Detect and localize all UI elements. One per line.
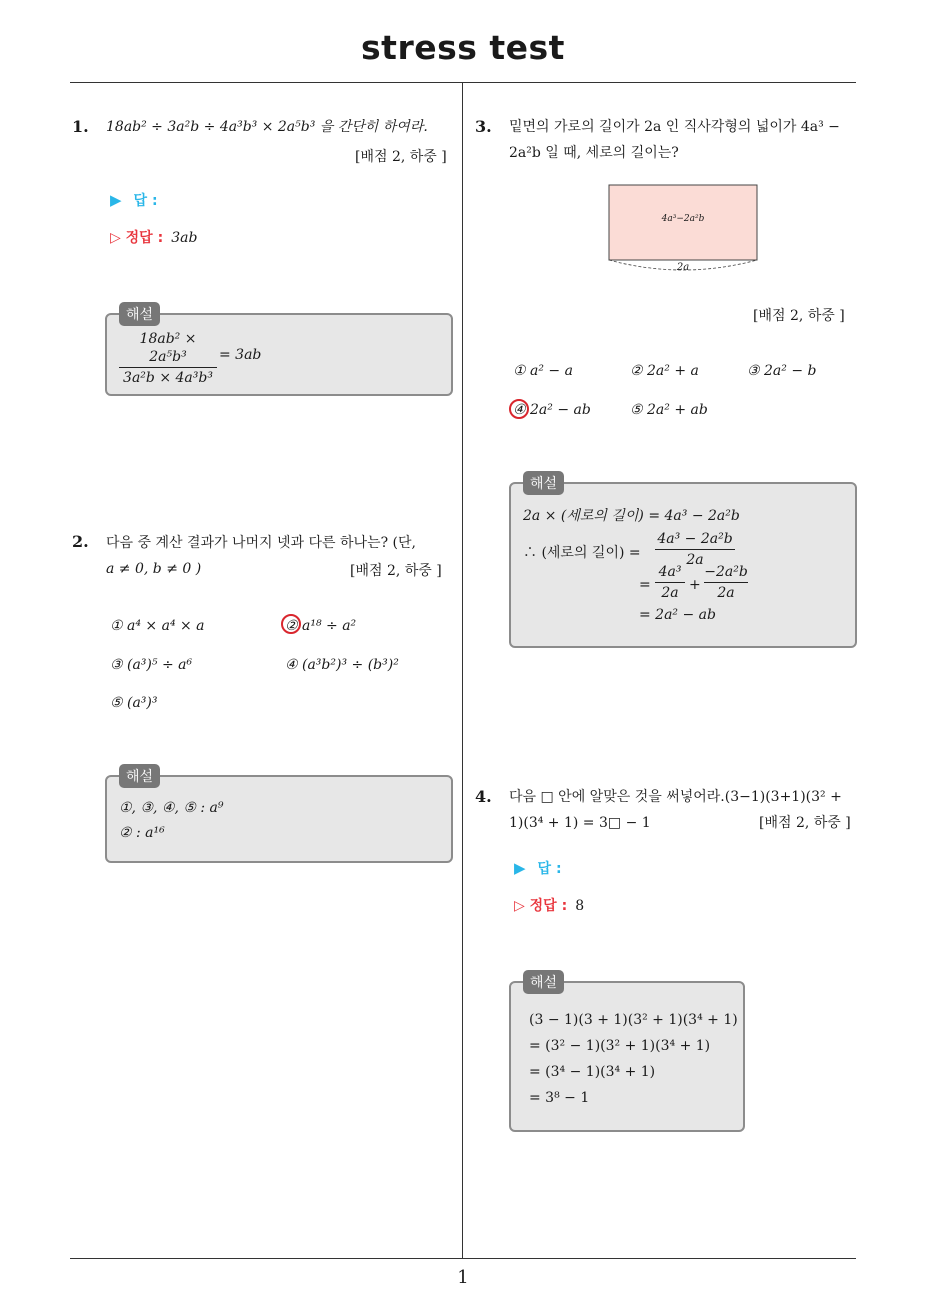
- q4-text-line1: 다음 □ 안에 알맞은 것을 써넣어라.(3−1)(3+1)(3² +: [509, 789, 842, 805]
- q4-haeseol-line3: = (3⁴ − 1)(3⁴ + 1): [529, 1064, 656, 1080]
- q1-fraction-denominator: 3a²b × 4a³b³: [123, 370, 213, 386]
- q4-haeseol-line2: = (3² − 1)(3² + 1)(3⁴ + 1): [529, 1038, 711, 1054]
- q3-figure-area-label: 4a³−2a²b: [661, 214, 705, 224]
- q3-score: [배점 2, 하중 ]: [753, 308, 845, 324]
- q1-text: 18ab² ÷ 3a²b ÷ 4a³b³ × 2a⁵b³ 을 간단히 하여라.: [106, 119, 428, 135]
- q1-score: [배점 2, 하중 ]: [355, 149, 447, 165]
- q2-haeseol-tag: 해설: [119, 764, 160, 788]
- q4-haeseol-line1: (3 − 1)(3 + 1)(3² + 1)(3⁴ + 1): [529, 1012, 738, 1028]
- q4-number: 4.: [475, 787, 492, 806]
- q4-correct-answer: ▷ 정답 : 8: [514, 898, 585, 914]
- q2-choice-5[interactable]: ⑤ (a³)³: [110, 695, 158, 711]
- q3-frac3-den: 2a: [717, 585, 735, 601]
- q1-haeseol-fraction: [119, 330, 217, 387]
- q4-correct-value: 8: [575, 898, 585, 914]
- q4-score: [배점 2, 하중 ]: [759, 815, 851, 831]
- q2-number: 2.: [72, 532, 89, 551]
- fraction-bar: [704, 582, 748, 583]
- q2-choice-1[interactable]: ① a⁴ × a⁴ × a: [110, 618, 205, 634]
- q1-correct-answer: ▷ 정답 : 3ab: [110, 230, 198, 246]
- q3-haeseol-plus: +: [689, 577, 701, 593]
- column-divider: [462, 83, 463, 1258]
- q2-haeseol-line1: ①, ③, ④, ⑤ : a⁹: [119, 800, 224, 816]
- q3-figure-width-label: 2a: [676, 262, 690, 273]
- q4-answer-label: ▶ 답 :: [514, 859, 562, 877]
- q3-choice-1[interactable]: ① a² − a: [513, 363, 573, 379]
- q3-frac2-num: 4a³: [658, 564, 682, 580]
- q3-choice-4[interactable]: ④ 2a² − ab: [513, 402, 591, 418]
- q4-text-line2: 1)(3⁴ + 1) = 3□ − 1: [509, 815, 651, 831]
- q2-text-line2: a ≠ 0, b ≠ 0 ): [106, 561, 202, 577]
- q3-selected-mark: [509, 399, 529, 419]
- q3-haeseol-tag: 해설: [523, 471, 564, 495]
- page-number: 1: [457, 1267, 469, 1288]
- q3-frac1-den: 2a: [686, 552, 704, 568]
- q3-frac2-den: 2a: [661, 585, 679, 601]
- q4-haeseol-line4: = 3⁸ − 1: [529, 1090, 590, 1106]
- q2-choice-4[interactable]: ④ (a³b²)³ ÷ (b³)²: [285, 657, 399, 673]
- fraction-bar: [119, 367, 217, 368]
- q3-haeseol-line1: 2a × (세로의 길이) = 4a³ − 2a²b: [523, 508, 740, 524]
- q3-choice-3[interactable]: ③ 2a² − b: [747, 363, 817, 379]
- q2-score: [배점 2, 하중 ]: [350, 563, 442, 579]
- answer-triangle-icon: ▶: [514, 859, 526, 877]
- answer-triangle-icon: ▶: [110, 191, 122, 209]
- q3-haeseol-fraction2: [655, 563, 685, 602]
- outline-triangle-icon: ▷: [110, 230, 121, 246]
- q1-haeseol-tag: 해설: [119, 302, 160, 326]
- q3-haeseol-eq: =: [639, 577, 651, 593]
- q3-frac3-num: −2a²b: [704, 564, 748, 580]
- outline-triangle-icon: ▷: [514, 898, 525, 914]
- q1-fraction-numerator: 18ab² × 2a⁵b³: [139, 331, 197, 365]
- q3-choice-2[interactable]: ② 2a² + a: [630, 363, 699, 379]
- q2-haeseol-line2: ② : a¹⁶: [119, 825, 165, 841]
- q3-haeseol-line2-lhs: ∴ (세로의 길이) =: [523, 545, 641, 561]
- q2-choice-2[interactable]: ② a¹⁸ ÷ a²: [285, 618, 357, 634]
- header-rule: [70, 82, 856, 83]
- q3-choice-5[interactable]: ⑤ 2a² + ab: [630, 402, 708, 418]
- q2-selected-mark: [281, 614, 301, 634]
- q1-number: 1.: [72, 117, 89, 136]
- footer-rule: [70, 1258, 856, 1259]
- q1-answer-label: ▶ 답 :: [110, 191, 158, 209]
- q3-haeseol-fraction3: [704, 563, 748, 602]
- fraction-bar: [655, 549, 735, 550]
- q3-haeseol-result: = 2a² − ab: [639, 607, 716, 623]
- q2-choice-3[interactable]: ③ (a³)⁵ ÷ a⁶: [110, 657, 193, 673]
- q1-haeseol-result: = 3ab: [219, 347, 262, 363]
- q4-haeseol-tag: 해설: [523, 970, 564, 994]
- fraction-bar: [655, 582, 685, 583]
- q1-correct-value: 3ab: [171, 230, 198, 246]
- q3-text-line1: 밑면의 가로의 길이가 2a 인 직사각형의 넓이가 4a³ −: [509, 119, 840, 135]
- q3-frac1-num: 4a³ − 2a²b: [657, 531, 733, 547]
- q3-text-line2: 2a²b 일 때, 세로의 길이는?: [509, 145, 679, 161]
- q3-number: 3.: [475, 117, 492, 136]
- q2-text-line1: 다음 중 계산 결과가 나머지 넷과 다른 하나는? (단,: [106, 535, 416, 551]
- page-title: stress test: [361, 28, 565, 67]
